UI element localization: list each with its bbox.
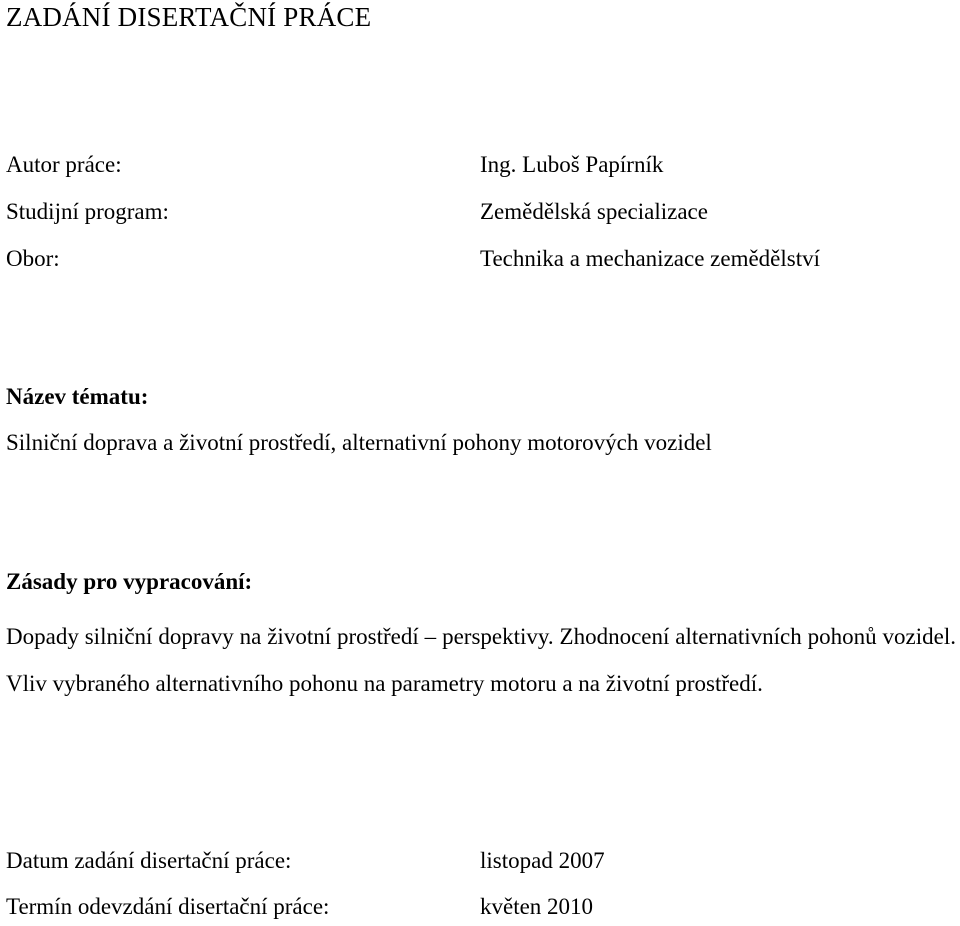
study-program-value: Zemědělská specializace bbox=[480, 199, 708, 224]
principles-text: Dopady silniční dopravy na životní prostředí – perspektivy. Zhodnocení alternativních pohonů vozidel. Vliv vybraného alternativního pohonu na parametry motoru a na životní prostředí. bbox=[6, 624, 956, 696]
topic-text: Silniční doprava a životní prostředí, alternativní pohony motorových vozidel bbox=[6, 430, 712, 455]
field-label: Obor: bbox=[6, 246, 60, 271]
author-label: Autor práce: bbox=[6, 152, 122, 177]
topic-heading: Název tématu: bbox=[6, 384, 149, 409]
author-value: Ing. Luboš Papírník bbox=[480, 152, 664, 177]
submission-deadline-label: Termín odevzdání disertační práce: bbox=[6, 894, 330, 919]
submission-deadline-value: květen 2010 bbox=[480, 894, 594, 919]
assignment-date-label: Datum zadání disertační práce: bbox=[6, 848, 292, 873]
assignment-date-value: listopad 2007 bbox=[480, 848, 605, 873]
field-value: Technika a mechanizace zemědělství bbox=[480, 246, 821, 271]
study-program-label: Studijní program: bbox=[6, 199, 169, 224]
page-title: ZADÁNÍ DISERTAČNÍ PRÁCE bbox=[6, 2, 372, 32]
principles-heading: Zásady pro vypracování: bbox=[6, 569, 253, 594]
